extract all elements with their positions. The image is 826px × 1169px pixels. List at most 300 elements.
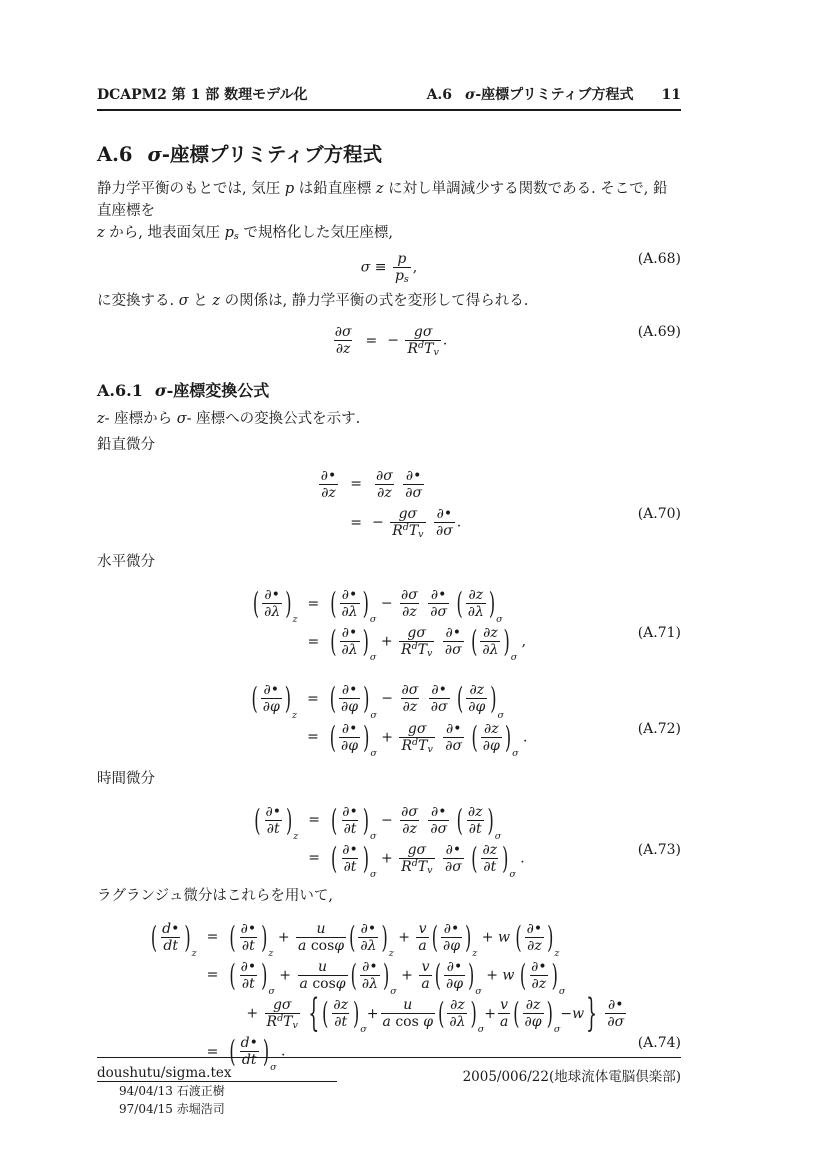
math-italic: ∂z: [402, 604, 417, 621]
math-denominator: [416, 937, 428, 954]
math-denominator: [466, 603, 486, 620]
equation-relation: =: [206, 929, 219, 946]
math-italic: ∂z: [482, 841, 498, 858]
math-italic: ∂: [531, 958, 539, 975]
math-numerator: ∂•: [445, 720, 462, 737]
equation-tag: (A.71): [637, 625, 681, 642]
math-italic: ∂z: [483, 625, 498, 642]
math-italic: a: [382, 1014, 391, 1031]
math-fraction: [498, 997, 510, 1030]
math-numerator: ∂•: [264, 587, 280, 603]
subsection-number: A.6.1: [97, 381, 143, 401]
math-numerator: ∂•: [431, 803, 447, 820]
math-italic: ∂: [526, 920, 534, 937]
equation-row: [150, 991, 628, 1037]
equation-line: σ ≡ $\frac{p}{p_s}$ , (A.68): [360, 251, 681, 286]
math-italic: z: [292, 614, 298, 626]
math-fenced: [330, 802, 377, 842]
footer-filename: doushutu/sigma.tex: [97, 1065, 232, 1081]
math-fenced-content: [523, 921, 547, 954]
math-italic: ∂λ: [449, 1014, 466, 1031]
math-denominator: [342, 858, 359, 875]
math-italic: σ: [270, 1062, 277, 1074]
math-denominator: [434, 522, 455, 539]
math-italic: ∂t: [483, 858, 497, 875]
math-italic: ∂: [341, 682, 350, 699]
math-italic: ∂λ: [341, 604, 358, 621]
math-denominator: [340, 603, 360, 620]
paren-open-icon: (: [229, 919, 236, 955]
math-italic: ∂σ: [401, 587, 418, 603]
math-fraction: [605, 997, 626, 1030]
math-fenced-content: [521, 997, 546, 1030]
math-denominator: [525, 937, 544, 954]
math-italic: d: [418, 340, 425, 352]
paren-close-icon: ): [468, 957, 475, 993]
math-fraction: [447, 997, 467, 1030]
math-italic: p: [284, 181, 295, 197]
equation-rhs: ( ∂• ∂φ ) σ + gσ $R^dT_v$ ∂• ∂σ ( $\frac{\partial z}{\partial\varphi}$ ) σ . (A.72): [329, 719, 681, 759]
math-denominator: [339, 737, 360, 754]
math-fraction: [340, 804, 360, 837]
math-fenced-content: [356, 921, 380, 954]
paren-close-icon: ): [261, 919, 268, 955]
math-denominator: [481, 858, 498, 875]
math-fence-subscript: [390, 986, 397, 997]
math-italic: gσ: [413, 324, 433, 341]
math-italic: a: [418, 937, 427, 954]
math-numerator: ∂•: [445, 625, 461, 642]
math-numerator: [331, 997, 350, 1013]
math-fenced: [431, 919, 478, 959]
paren-close-icon: ): [363, 719, 370, 755]
math-fence-subscript: [370, 614, 377, 625]
content-area: [97, 0, 681, 1118]
paren-open-icon: (: [150, 919, 158, 955]
math-italic: ∂: [445, 720, 454, 737]
math-numerator: ∂•: [436, 506, 453, 523]
math-numerator: ∂•: [341, 587, 358, 603]
equation-lhs: [251, 681, 298, 721]
math-italic: z: [292, 709, 298, 721]
math-fence-subscript: [293, 831, 298, 842]
math-fence-subscript: [559, 986, 566, 997]
math-italic: ∂σ: [376, 467, 393, 484]
math-numerator: ∂•: [265, 803, 281, 820]
math-italic: ∂: [263, 682, 271, 699]
math-denominator: [265, 820, 282, 837]
equation-rhs: [372, 468, 461, 501]
math-fenced-content: [337, 682, 362, 715]
math-fenced: [512, 996, 561, 1036]
math-italic: ∂t: [266, 820, 280, 837]
math-fence-subscript: [512, 748, 519, 759]
math-italic: ∂: [360, 920, 368, 937]
math-fraction: [428, 804, 449, 837]
equation-row: [150, 919, 628, 959]
math-denominator: [339, 698, 360, 715]
math-fraction: [333, 324, 354, 357]
math-italic: σ: [360, 1024, 367, 1036]
equation-A74: [97, 916, 681, 1074]
math-fraction: [399, 804, 420, 837]
equation-lhs: [251, 721, 298, 754]
math-fenced: [253, 802, 299, 842]
math-italic: ∂σ: [430, 699, 448, 716]
math-fenced: [329, 586, 377, 626]
paren-open-icon: (: [329, 719, 337, 755]
math-fenced-content: [442, 959, 467, 992]
math-fence-subscript: [192, 948, 197, 959]
math-fraction: [399, 587, 420, 620]
equation-table: [360, 246, 681, 289]
equation-relation: =: [350, 514, 362, 531]
math-italic: σ: [370, 868, 377, 880]
math-fraction: [296, 921, 346, 954]
math-fenced-content: [338, 587, 362, 620]
math-subscript: [293, 1020, 298, 1031]
math-italic: v: [427, 648, 433, 660]
header-document-title: DCAPM2 第 1 部 数理モデル化: [97, 87, 308, 103]
math-italic: a: [499, 1014, 509, 1031]
math-italic: ∂σ: [430, 604, 448, 621]
math-italic: σ: [496, 614, 503, 626]
math-numerator: ∂•: [320, 467, 337, 484]
paren-close-icon: ): [382, 957, 390, 993]
math-italic: σ: [512, 747, 519, 759]
math-italic: ∂φ: [443, 937, 461, 954]
math-fraction: [466, 804, 485, 837]
paren-open-icon: (: [229, 957, 236, 993]
paragraph-intro-line2: z から, 地表面気圧 $p_s$ で規格化した気圧座標,: [97, 224, 393, 242]
label-time-derivative: 時間微分: [97, 770, 155, 787]
paren-close-icon: ): [551, 957, 558, 993]
math-denominator: [443, 858, 464, 875]
math-numerator: [401, 997, 414, 1013]
equation-tag: (A.69): [637, 324, 681, 341]
math-italic: σ: [176, 411, 187, 428]
math-italic: R: [401, 737, 413, 754]
math-italic: a: [298, 937, 307, 954]
math-numerator: ∂•: [341, 682, 358, 699]
math-fenced-content: [158, 921, 183, 954]
math-italic: v: [433, 347, 439, 359]
math-numerator: [271, 997, 294, 1013]
math-braced: [306, 991, 599, 1037]
math-italic: ∂: [443, 920, 452, 937]
math-fraction: [393, 251, 411, 284]
math-fraction: [416, 921, 428, 954]
math-italic: z: [97, 224, 105, 241]
math-italic: ∂: [341, 720, 350, 737]
math-italic: ∂: [265, 803, 273, 820]
brace-close-icon: }: [586, 991, 597, 1037]
math-italic: R: [401, 858, 412, 875]
math-italic: gσ: [272, 997, 292, 1013]
math-italic: ∂t: [334, 1014, 348, 1031]
math-italic: ∂σ: [334, 324, 352, 341]
equation-relation: =: [307, 729, 319, 746]
math-fence-subscript: [370, 710, 377, 721]
math-numerator: [374, 468, 395, 484]
math-fraction: [405, 324, 440, 357]
math-denominator: [403, 484, 424, 501]
math-denominator: [399, 641, 434, 658]
paragraph-transform: に変換する. σ と z の関係は, 静力学平衡の式を変形して得られる.: [97, 293, 529, 310]
math-denominator: [605, 1013, 626, 1030]
math-numerator: [333, 324, 354, 340]
math-fence-subscript: [360, 1024, 367, 1035]
paren-open-icon: (: [252, 586, 260, 622]
paren-open-icon: (: [331, 802, 338, 838]
math-fraction: [399, 625, 434, 658]
equation-lhs: [317, 468, 341, 501]
math-italic: v: [418, 920, 427, 937]
math-italic: φ: [335, 975, 346, 992]
math-fraction: [340, 587, 360, 620]
math-italic: ∂z: [531, 975, 547, 992]
math-fraction: [529, 959, 549, 992]
math-fraction: [390, 506, 425, 539]
equation-rhs: ( ∂• ∂φ ) σ − $\frac{\partial\sigma}{\partial z}$ ∂• ∂σ ( $\frac{\partial z}{\partial\varphi}$ ) σ: [329, 681, 505, 721]
math-numerator: ∂•: [342, 841, 358, 858]
math-italic: u: [318, 958, 328, 975]
paren-close-icon: ): [465, 919, 472, 955]
math-numerator: ∂•: [430, 587, 447, 603]
equation-row: [150, 957, 628, 997]
equation-A72: [97, 677, 681, 758]
paren-close-icon: ): [488, 586, 496, 622]
math-numerator: [467, 682, 486, 698]
math-fraction: [261, 682, 282, 715]
math-italic: ∂λ: [361, 975, 378, 992]
math-numerator: ∂•: [526, 920, 543, 937]
math-fenced-content: [259, 682, 284, 715]
math-fraction: [265, 997, 300, 1030]
equation-table: [251, 677, 681, 759]
equation-row: [253, 802, 525, 842]
math-denominator: [375, 484, 394, 501]
header-section-info: [427, 84, 681, 104]
equation-lhs: [150, 959, 197, 992]
math-fence-subscript: [370, 869, 377, 880]
paren-open-icon: (: [349, 919, 356, 955]
math-numerator: d•: [240, 1035, 258, 1052]
math-italic: ∂λ: [264, 604, 281, 621]
math-numerator: ∂•: [342, 803, 358, 820]
paren-close-icon: ): [262, 1034, 270, 1070]
math-italic: ∂z: [335, 341, 351, 358]
paren-open-icon: (: [513, 996, 520, 1032]
math-fraction: [403, 468, 424, 501]
math-numerator: ∂•: [240, 958, 257, 975]
math-italic: ∂z: [402, 820, 417, 837]
math-italic: ∂: [341, 587, 350, 603]
math-italic: u: [316, 920, 326, 937]
equation-rhs: ( ∂• ∂λ ) σ + gσ $R^dT_v$ ∂• ∂σ ( $\frac{\partial z}{\partial\lambda}$ ) σ , (A.71): [330, 624, 681, 664]
math-fraction: [480, 625, 500, 658]
math-italic: R: [392, 523, 403, 540]
math-fraction: [262, 587, 282, 620]
math-denominator: [262, 603, 282, 620]
paren-close-icon: ): [285, 586, 292, 622]
math-numerator: d•: [162, 920, 180, 937]
math-numerator: [397, 506, 420, 522]
math-italic: ∂λ: [341, 642, 358, 659]
math-fence-subscript: [554, 1024, 561, 1035]
math-italic: ∂: [431, 682, 439, 699]
equation-lhs: [253, 802, 299, 842]
math-numerator: ∂•: [443, 920, 460, 937]
math-fraction: [381, 997, 436, 1030]
math-denominator: [480, 641, 500, 658]
equation-tag: (A.70): [637, 506, 681, 523]
math-fence-subscript: [293, 614, 298, 625]
math-italic: ∂t: [343, 858, 357, 875]
math-italic: ∂: [342, 803, 350, 820]
math-fenced: [470, 840, 516, 880]
math-italic: d: [240, 1035, 250, 1052]
math-italic: σ: [178, 293, 189, 310]
math-italic: v: [500, 997, 509, 1013]
equation-relation: [197, 997, 229, 1030]
math-fraction: [443, 721, 464, 754]
math-numerator: [405, 625, 428, 641]
math-fraction: [441, 921, 462, 954]
equation-rhs: ( ∂• ∂t ) σ + $\frac{u}{\text{a cosφ}}$ ( ∂• ∂λ ) σ + $\frac{v}{a}$ ( ∂• ∂φ ) σ + w ( ∂• ∂z ) σ: [229, 957, 566, 997]
math-denominator: [261, 698, 282, 715]
math-numerator: [417, 921, 429, 937]
math-denominator: [296, 937, 346, 954]
equation-table: [252, 582, 681, 664]
math-numerator: [481, 625, 500, 641]
math-italic: ∂: [405, 467, 414, 484]
math-fraction: [319, 468, 339, 501]
math-numerator: [399, 804, 420, 820]
paren-open-icon: (: [322, 996, 329, 1032]
equation-row: [360, 251, 681, 286]
math-fence-subscript: [511, 652, 518, 663]
math-fraction: [298, 959, 348, 992]
math-fenced-content: [464, 587, 488, 620]
math-numerator: [420, 959, 432, 975]
math-fraction: [466, 587, 486, 620]
math-fenced: [329, 681, 377, 721]
math-numerator: ∂•: [341, 720, 358, 737]
math-subscript: [418, 529, 423, 540]
paren-close-icon: ): [362, 586, 369, 622]
paragraph-conversion: z- 座標から σ- 座標への変換公式を示す.: [97, 411, 361, 428]
math-denominator: [161, 937, 180, 954]
footnote-line: 94/04/13 石渡正樹: [119, 1084, 225, 1099]
math-numerator: ∂•: [607, 997, 624, 1013]
math-fraction: [239, 959, 259, 992]
label-vertical-derivative: 鉛直微分: [97, 437, 155, 454]
math-subscript: [427, 865, 432, 876]
math-denominator: [447, 1013, 467, 1030]
math-fraction: [525, 921, 545, 954]
math-numerator: [448, 997, 467, 1013]
math-numerator: ∂•: [360, 920, 377, 937]
math-fenced-content: [445, 997, 469, 1030]
math-italic: σ: [154, 381, 167, 401]
math-numerator: [399, 587, 420, 603]
equation-lhs: [331, 324, 356, 357]
page-footer: [97, 1057, 681, 1085]
math-italic: σ: [475, 986, 482, 997]
math-italic: σ: [558, 986, 566, 997]
equation-tag: (A.73): [637, 841, 681, 858]
math-denominator: [399, 858, 434, 875]
math-numerator: [315, 921, 328, 937]
math-italic: z: [293, 830, 299, 842]
math-denominator: [419, 975, 431, 992]
paren-close-icon: ): [490, 681, 497, 717]
paren-open-icon: (: [519, 957, 527, 993]
paren-open-icon: (: [471, 624, 478, 660]
math-italic: ∂z: [467, 803, 483, 820]
math-italic: ∂: [445, 625, 453, 642]
paragraph-intro-line1: 静力学平衡のもとでは, 気圧 p は鉛直座標 z に対し単調減少する関数である. そこで, 鉛直座標を: [97, 181, 668, 219]
math-denominator: [390, 522, 425, 539]
paren-close-icon: ): [502, 840, 509, 876]
math-numerator: ∂•: [445, 841, 462, 858]
math-denominator: [342, 820, 359, 837]
math-italic: σ: [465, 87, 476, 103]
math-italic: σ: [360, 259, 371, 276]
math-fenced: [514, 919, 560, 959]
math-italic: σ: [390, 986, 397, 997]
math-fenced-content: [337, 721, 362, 754]
math-italic: ∂σ: [430, 820, 448, 837]
math-fence-subscript: [292, 710, 297, 721]
math-italic: σ: [497, 709, 505, 721]
math-italic: ∂z: [450, 997, 465, 1013]
paren-open-icon: (: [330, 624, 337, 660]
math-italic: ∂: [607, 997, 616, 1013]
math-italic: w: [572, 1005, 585, 1022]
math-fenced: [321, 996, 367, 1036]
math-fraction: [339, 682, 360, 715]
math-italic: gσ: [407, 841, 427, 858]
math-numerator: [498, 997, 510, 1013]
paren-close-icon: ): [547, 919, 554, 955]
math-fenced-content: [479, 721, 504, 754]
paragraph-lagrangian: ラグランジュ微分はこれらを用いて,: [97, 887, 333, 904]
paren-close-icon: ): [470, 996, 477, 1032]
math-fraction: [443, 625, 464, 658]
math-fraction: [429, 682, 450, 715]
paren-close-icon: ): [184, 919, 191, 955]
math-italic: σ: [494, 830, 502, 842]
section-heading: [97, 139, 681, 167]
equation-rhs: − gσ $R^dT_v$ ∂• ∂σ . (A.70): [372, 506, 681, 541]
math-fraction: [419, 959, 431, 992]
equation-tag: (A.68): [637, 251, 681, 268]
math-fence-subscript: [268, 986, 275, 997]
math-denominator: [441, 937, 462, 954]
equation-relation: =: [206, 967, 219, 984]
math-fraction: [399, 721, 434, 754]
math-italic: z: [388, 947, 394, 959]
equation-relation: =: [350, 476, 362, 493]
equation-lhs: [253, 842, 298, 875]
paren-close-icon: ): [381, 919, 388, 955]
math-italic: ∂: [342, 841, 350, 858]
math-denominator: [466, 698, 487, 715]
math-italic: a: [421, 975, 430, 992]
math-italic: v: [418, 529, 424, 541]
